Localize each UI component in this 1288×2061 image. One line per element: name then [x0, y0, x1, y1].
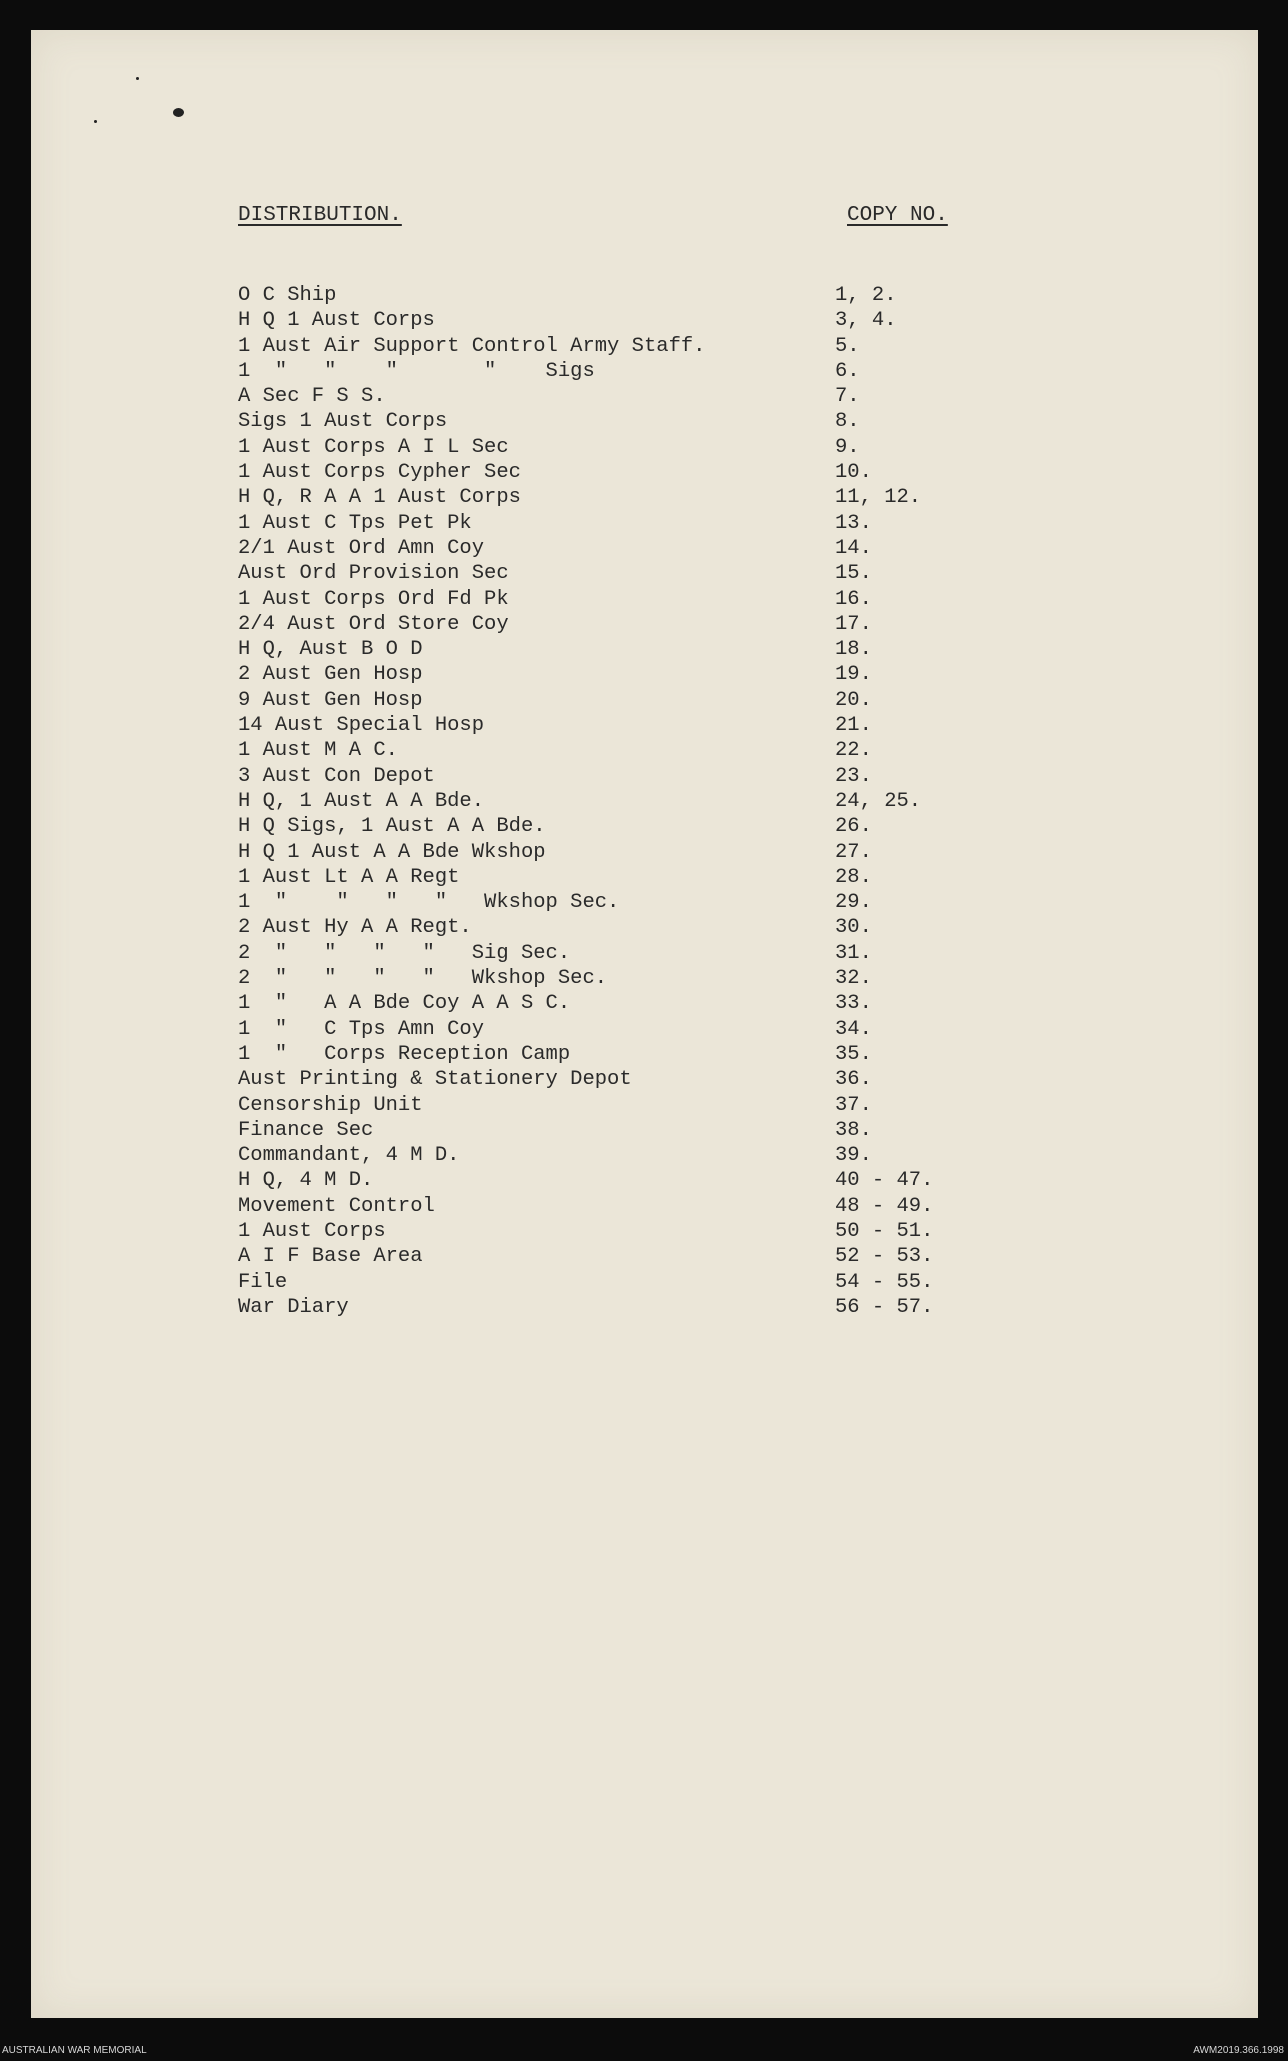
distribution-row	[238, 308, 1178, 333]
recipient-unit: 2 Aust Gen Hosp	[238, 663, 423, 687]
distribution-row	[238, 991, 1178, 1016]
copy-number: 30.	[835, 916, 872, 940]
recipient-unit: 1 Aust Lt A A Regt	[238, 865, 460, 889]
distribution-row	[238, 840, 1178, 865]
recipient-unit: Commandant, 4 M D.	[238, 1144, 460, 1168]
distribution-row	[238, 561, 1178, 586]
recipient-unit: Censorship Unit	[238, 1093, 423, 1117]
copy-number: 33.	[835, 992, 872, 1016]
distribution-row	[238, 738, 1178, 763]
copy-number: 14.	[835, 536, 872, 560]
copy-number: 7.	[835, 385, 860, 409]
copy-number: 6.	[835, 359, 860, 383]
distribution-row	[238, 612, 1178, 637]
copy-number: 29.	[835, 891, 872, 915]
recipient-unit: 3 Aust Con Depot	[238, 764, 435, 788]
distribution-row	[238, 460, 1178, 485]
recipient-unit: File	[238, 1270, 288, 1294]
distribution-row	[238, 1194, 1178, 1219]
copy-number: 10.	[835, 461, 872, 485]
copy-number: 22.	[835, 739, 872, 763]
ink-speck	[136, 77, 139, 80]
recipient-unit: 1 " C Tps Amn Coy	[238, 1017, 485, 1041]
recipient-unit: A I F Base Area	[238, 1245, 423, 1269]
copy-number: 50 - 51.	[835, 1219, 934, 1243]
copy-number: 16.	[835, 587, 872, 611]
distribution-row	[238, 662, 1178, 687]
recipient-unit: A Sec F S S.	[238, 385, 386, 409]
recipient-unit: Movement Control	[238, 1194, 435, 1218]
copy-number: 35.	[835, 1042, 872, 1066]
distribution-row	[238, 1295, 1178, 1320]
recipient-unit: H Q, 4 M D.	[238, 1169, 374, 1193]
distribution-row	[238, 409, 1178, 434]
ink-speck	[94, 120, 97, 123]
recipient-unit: H Q, Aust B O D	[238, 638, 423, 662]
distribution-row	[238, 384, 1178, 409]
recipient-unit: 1 Aust C Tps Pet Pk	[238, 511, 472, 535]
copy-number: 18.	[835, 638, 872, 662]
recipient-unit: 9 Aust Gen Hosp	[238, 688, 423, 712]
copy-number: 9.	[835, 435, 860, 459]
copy-number: 38.	[835, 1118, 872, 1142]
recipient-unit: 14 Aust Special Hosp	[238, 714, 485, 738]
distribution-row	[238, 966, 1178, 991]
footer-institution: AUSTRALIAN WAR MEMORIAL	[2, 2045, 147, 2056]
distribution-row	[238, 814, 1178, 839]
distribution-row	[238, 587, 1178, 612]
recipient-unit: Aust Printing & Stationery Depot	[238, 1068, 632, 1092]
copy-number: 56 - 57.	[835, 1295, 934, 1319]
copy-number: 19.	[835, 663, 872, 687]
recipient-unit: H Q, 1 Aust A A Bde.	[238, 789, 485, 813]
distribution-row	[238, 1093, 1178, 1118]
copy-number: 27.	[835, 840, 872, 864]
recipient-unit: 1 Aust Air Support Control Army Staff.	[238, 334, 706, 358]
recipient-unit: 1 Aust Corps Ord Fd Pk	[238, 587, 509, 611]
copy-number: 28.	[835, 865, 872, 889]
distribution-row	[238, 1244, 1178, 1269]
recipient-unit: 1 Aust M A C.	[238, 739, 398, 763]
distribution-row	[238, 1042, 1178, 1067]
distribution-row	[238, 1017, 1178, 1042]
recipient-unit: 1 " Corps Reception Camp	[238, 1042, 571, 1066]
copy-number: 11, 12.	[835, 486, 922, 510]
recipient-unit: H Q 1 Aust A A Bde Wkshop	[238, 840, 546, 864]
distribution-row	[238, 890, 1178, 915]
copy-number: 20.	[835, 688, 872, 712]
distribution-row	[238, 435, 1178, 460]
copy-number: 26.	[835, 815, 872, 839]
distribution-row	[238, 1270, 1178, 1295]
recipient-unit: Finance Sec	[238, 1118, 374, 1142]
distribution-row	[238, 511, 1178, 536]
distribution-row	[238, 536, 1178, 561]
copy-number: 48 - 49.	[835, 1194, 934, 1218]
copy-number: 21.	[835, 714, 872, 738]
copy-number: 36.	[835, 1068, 872, 1092]
ink-speck	[173, 108, 184, 117]
recipient-unit: H Q Sigs, 1 Aust A A Bde.	[238, 815, 546, 839]
copy-number: 52 - 53.	[835, 1245, 934, 1269]
distribution-row	[238, 789, 1178, 814]
recipient-unit: 2 " " " " Wkshop Sec.	[238, 967, 608, 991]
distribution-row	[238, 485, 1178, 510]
distribution-row	[238, 1143, 1178, 1168]
recipient-unit: 2 " " " " Sig Sec.	[238, 941, 571, 965]
copy-number: 8.	[835, 410, 860, 434]
distribution-rows	[238, 283, 1178, 1320]
copy-number: 54 - 55.	[835, 1270, 934, 1294]
copy-number: 3, 4.	[835, 309, 897, 333]
recipient-unit: 1 Aust Corps Cypher Sec	[238, 461, 521, 485]
distribution-row	[238, 637, 1178, 662]
distribution-row	[238, 941, 1178, 966]
recipient-unit: 2 Aust Hy A A Regt.	[238, 916, 472, 940]
copy-number: 39.	[835, 1144, 872, 1168]
copy-number: 23.	[835, 764, 872, 788]
recipient-unit: Aust Ord Provision Sec	[238, 562, 509, 586]
distribution-row	[238, 1219, 1178, 1244]
recipient-unit: 2/4 Aust Ord Store Coy	[238, 612, 509, 636]
distribution-row	[238, 334, 1178, 359]
distribution-row	[238, 283, 1178, 308]
recipient-unit: O C Ship	[238, 284, 337, 307]
distribution-row	[238, 1067, 1178, 1092]
copy-number: 1, 2.	[835, 284, 897, 307]
copy-number: 32.	[835, 967, 872, 991]
copy-number: 40 - 47.	[835, 1169, 934, 1193]
distribution-row	[238, 764, 1178, 789]
recipient-unit: 2/1 Aust Ord Amn Coy	[238, 536, 485, 560]
recipient-unit: War Diary	[238, 1295, 349, 1319]
recipient-unit: H Q, R A A 1 Aust Corps	[238, 486, 521, 510]
copy-number: 15.	[835, 562, 872, 586]
recipient-unit: 1 Aust Corps	[238, 1219, 386, 1243]
recipient-unit: 1 Aust Corps A I L Sec	[238, 435, 509, 459]
distribution-row	[238, 713, 1178, 738]
copy-no-heading: COPY NO.	[847, 204, 948, 227]
recipient-unit: Sigs 1 Aust Corps	[238, 410, 448, 434]
recipient-unit: H Q 1 Aust Corps	[238, 309, 435, 333]
distribution-row	[238, 915, 1178, 940]
recipient-unit: 1 " " " " Wkshop Sec.	[238, 891, 620, 915]
copy-number: 5.	[835, 334, 860, 358]
distribution-row	[238, 1168, 1178, 1193]
footer-accession-number: AWM2019.366.1998	[1193, 2045, 1284, 2056]
distribution-row	[238, 1118, 1178, 1143]
copy-number: 17.	[835, 612, 872, 636]
distribution-heading: DISTRIBUTION.	[238, 204, 402, 227]
distribution-row	[238, 688, 1178, 713]
recipient-unit: 1 " " " " Sigs	[238, 359, 595, 383]
distribution-row	[238, 865, 1178, 890]
recipient-unit: 1 " A A Bde Coy A A S C.	[238, 992, 571, 1016]
copy-number: 13.	[835, 511, 872, 535]
distribution-row	[238, 359, 1178, 384]
copy-number: 24, 25.	[835, 789, 922, 813]
copy-number: 34.	[835, 1017, 872, 1041]
copy-number: 37.	[835, 1093, 872, 1117]
copy-number: 31.	[835, 941, 872, 965]
